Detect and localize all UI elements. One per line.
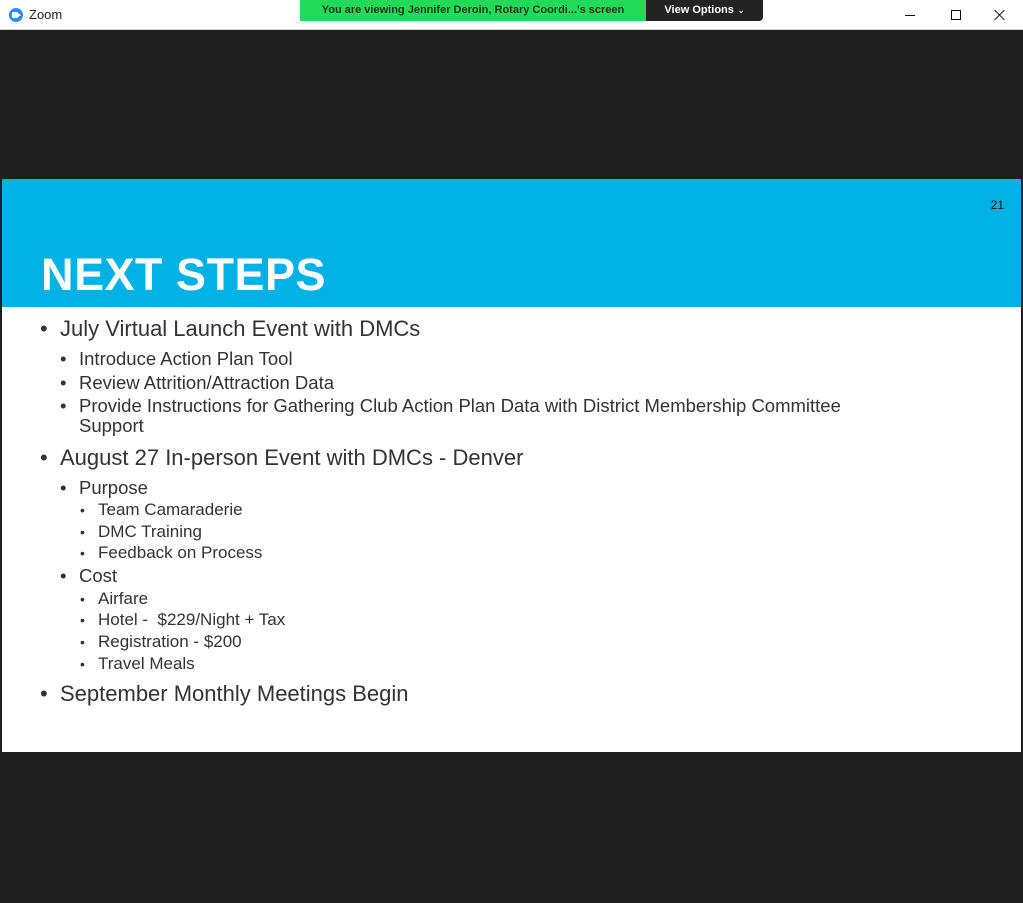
app-title: Zoom bbox=[29, 7, 63, 22]
slide-title: NEXT STEPS bbox=[41, 249, 327, 300]
maximize-button[interactable] bbox=[933, 0, 979, 30]
bullet-hotel: • Hotel - $229/Night + Tax bbox=[2, 611, 1021, 630]
minimize-button[interactable] bbox=[887, 0, 933, 30]
minimize-icon bbox=[905, 15, 915, 16]
screen-share-banner: You are viewing Jennifer Deroin, Rotary Coordi...'s screen bbox=[300, 0, 646, 21]
bullet-team-camaraderie: • Team Camaraderie bbox=[2, 501, 1021, 520]
bullet-purpose: • Purpose bbox=[2, 478, 1021, 498]
view-options-button[interactable] bbox=[646, 0, 763, 21]
title-bar bbox=[0, 0, 1023, 30]
maximize-icon bbox=[951, 10, 961, 20]
chevron-down-icon: ⌄ bbox=[737, 6, 745, 15]
slide-header bbox=[2, 179, 1021, 307]
bullet-dmc-training: • DMC Training bbox=[2, 523, 1021, 542]
bullet-airfare: • Airfare bbox=[2, 590, 1021, 609]
bullet-august-event: • August 27 In-person Event with DMCs - Denver bbox=[2, 446, 1021, 470]
zoom-logo-icon bbox=[9, 8, 23, 22]
bullet-instructions: • Provide Instructions for Gathering Club Action Plan Data with District Membership Committee Support bbox=[2, 396, 902, 437]
bullet-action-plan-tool: • Introduce Action Plan Tool bbox=[2, 349, 1021, 369]
slide-number: 21 bbox=[990, 198, 1004, 212]
bullet-attrition-data: • Review Attrition/Attraction Data bbox=[2, 373, 1021, 393]
close-icon bbox=[994, 9, 1006, 21]
slide-content bbox=[2, 317, 1021, 714]
bullet-september-meetings: • September Monthly Meetings Begin bbox=[2, 682, 1021, 706]
bullet-feedback: • Feedback on Process bbox=[2, 544, 1021, 563]
bullet-cost: • Cost bbox=[2, 566, 1021, 586]
bullet-registration: • Registration - $200 bbox=[2, 633, 1021, 652]
bullet-travel-meals: • Travel Meals bbox=[2, 655, 1021, 674]
shared-slide bbox=[2, 179, 1021, 752]
close-button[interactable] bbox=[977, 0, 1023, 30]
bullet-july-launch: • July Virtual Launch Event with DMCs bbox=[2, 317, 1021, 341]
view-options-label: View Options bbox=[664, 4, 734, 16]
